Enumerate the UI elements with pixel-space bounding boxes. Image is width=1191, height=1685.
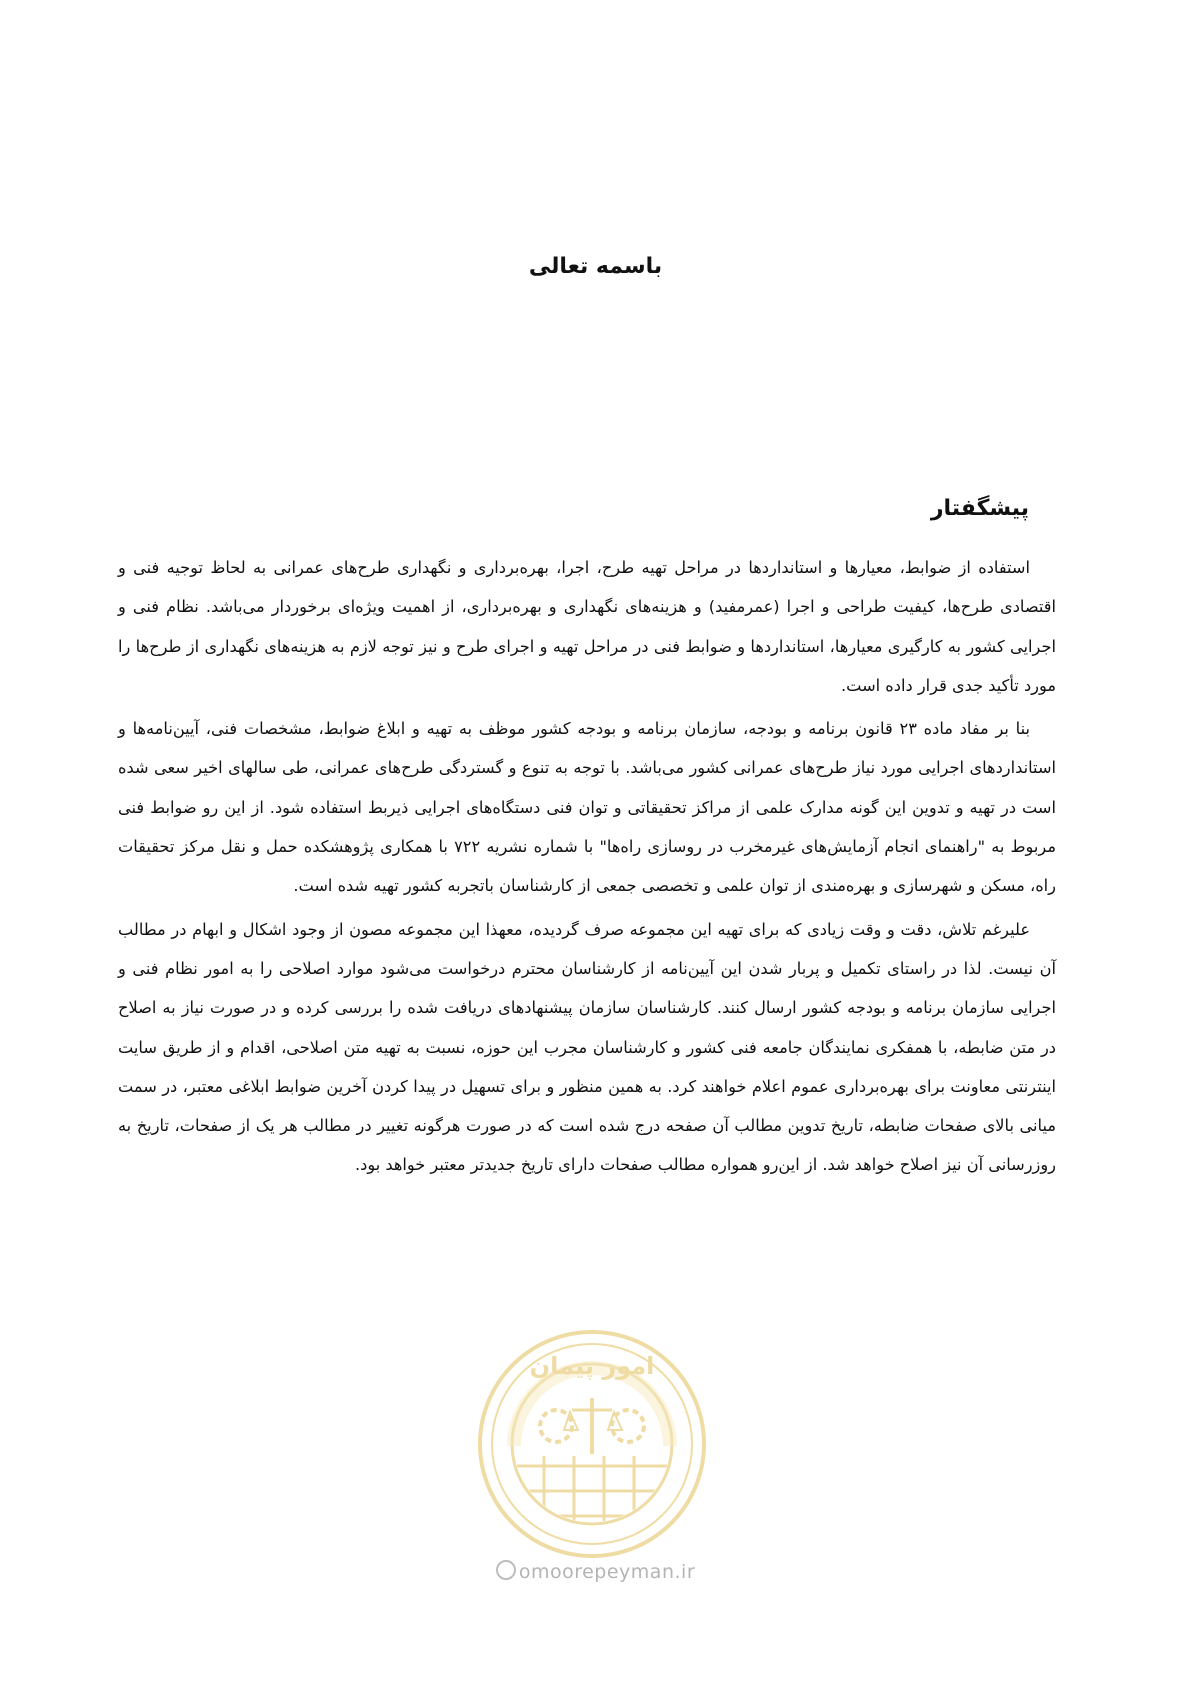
paragraph-3: علیرغم تلاش، دقت و وقت زیادی که برای تهیه این مجموعه صرف گردیده، معهذا این مجموعه مصون از وجود اشکال و ابهام در مطالب آن نیست. لذا در راستای تکمیل و پربار شدن این آیین‌نامه از کارشناسان محترم درخواست می‌شود موارد اصلاحی را به امور نظام فنی و اجرایی سازمان برنامه و بودجه کشور ارسال کنند. کارشناسان سازمان پیشنهادهای دریافت شده را بررسی کرده و در صورت نیاز به اصلاح در متن ضابطه، با همفکری نمایندگان جامعه فنی کشور و کارشناسان مجرب این حوزه، نسبت به تهیه متن اصلاحی، اقدام و از طریق سایت اینترنتی معاونت برای بهره‌برداری عموم اعلام خواهند کرد. به همین منظور و برای تسهیل در پیدا کردن آخرین ضوابط ابلاغی معتبر، در سمت میانی بالای صفحات ضابطه، تاریخ تدوین مطالب آن صفحه درج شده است که در صورت هرگونه تغییر در مطالب هر یک از صفحات، تاریخ به روزرسانی آن نیز اصلاح خواهد شد. از این‌رو همواره مطالب صفحات دارای تاریخ جدیدتر معتبر خواهد بود. xyxy=(118,919,1056,1175)
section-heading: پیشگفتار xyxy=(930,496,1029,521)
basmala-title: باسمه تعالی xyxy=(528,254,663,279)
seal-text: امور پیمان xyxy=(529,1352,655,1380)
paragraph-1: استفاده از ضوابط، معیارها و استانداردها در مراحل تهیه طرح، اجرا، بهره‌برداری و نگهداری طرح‌های عمرانی به لحاظ توجیه فنی و اقتصادی طرح‌ها، کیفیت طراحی و اجرا (عمرمفید) و هزینه‌های نگهداری و بهره‌برداری، از اهمیت ویژه‌ای برخوردار می‌باشد. نظام فنی و اجرایی کشور به کارگیری معیارها، استانداردها و ضوابط فنی در مراحل تهیه و اجرای طرح و نیز توجه لازم به هزینه‌های نگهداری از طرح‌ها را مورد تأکید جدی قرار داده است. xyxy=(118,558,1056,695)
body-text xyxy=(118,548,1056,1189)
globe-icon xyxy=(496,1560,516,1580)
watermark-seal-icon xyxy=(474,1326,710,1562)
watermark-site-label: omoorepeyman.ir xyxy=(518,1561,696,1583)
watermark-site xyxy=(0,1560,1191,1583)
paragraph-2: بنا بر مفاد ماده ۲۳ قانون برنامه و بودجه، سازمان برنامه و بودجه کشور موظف به تهیه و ابلاغ ضوابط، مشخصات فنی، آیین‌نامه‌ها و استانداردهای اجرایی مورد نیاز طرح‌های عمرانی کشور می‌باشد. با توجه به تنوع و گستردگی طرح‌های عمرانی، طی سالهای اخیر سعی شده است در تهیه و تدوین این گونه مدارک علمی از مراکز تحقیقاتی و توان فنی دستگاه‌های اجرایی ذیربط استفاده شود. از این رو ضوابط فنی مربوط به "راهنمای انجام آزمایش‌های غیرمخرب در روسازی راه‌ها" با شماره نشریه ۷۲۲ با همکاری پژوهشکده حمل و نقل مرکز تحقیقات راه، مسکن و شهرسازی و بهره‌مندی از توان علمی و تخصصی جمعی از کارشناسان باتجربه کشور تهیه شده است. xyxy=(118,719,1056,896)
